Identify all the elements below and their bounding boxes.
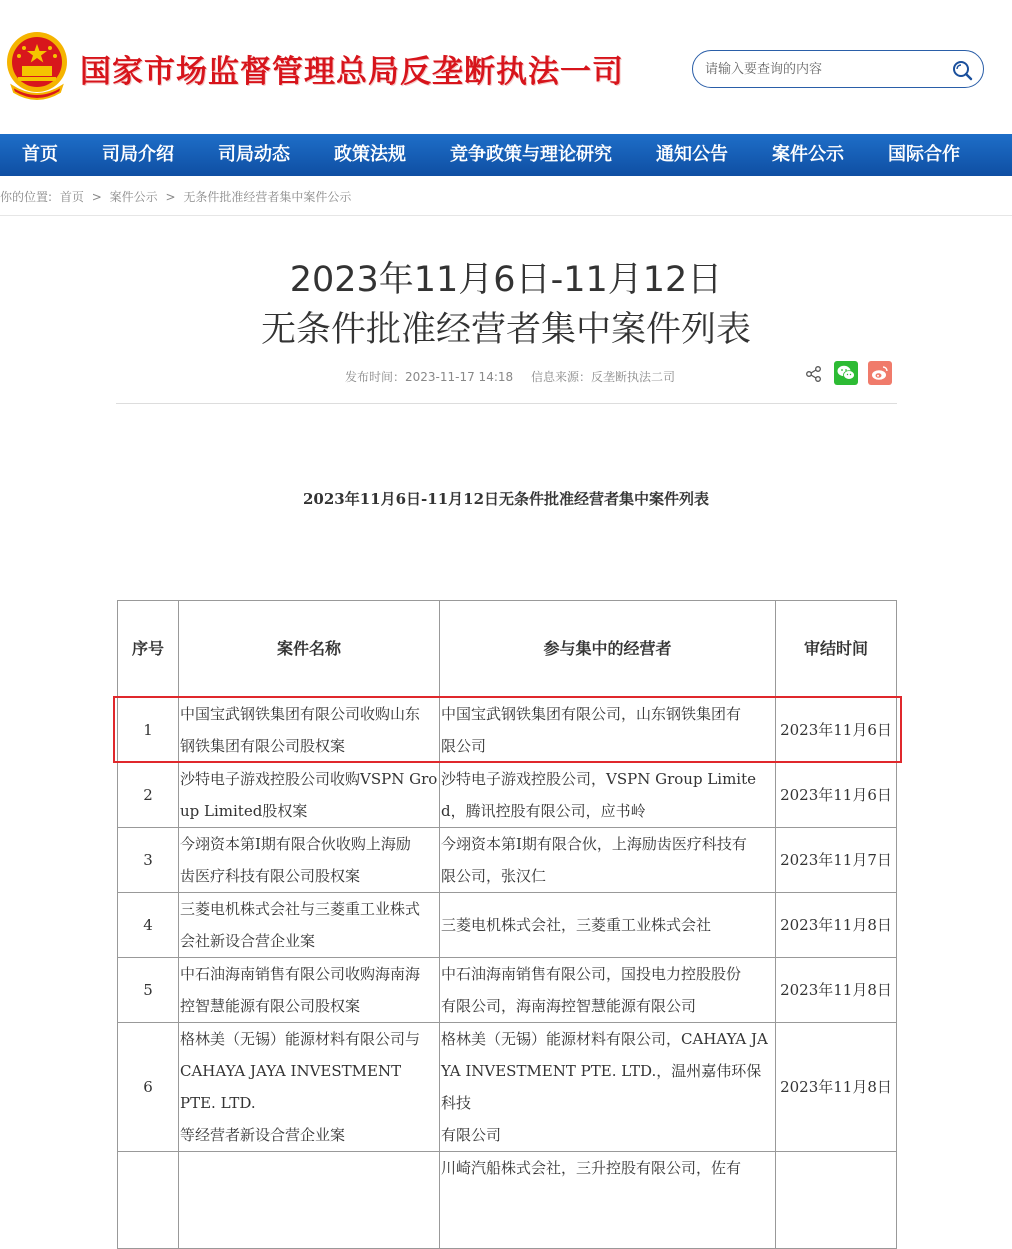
case-date: 2023年11月8日	[776, 893, 897, 958]
share-icon[interactable]	[805, 365, 823, 383]
case-date: 2023年11月8日	[776, 958, 897, 1023]
nav-item-home[interactable]: 首页	[22, 144, 58, 165]
col-header-date: 审结时间	[776, 601, 897, 698]
table-row	[118, 893, 897, 958]
table-row	[118, 1152, 897, 1249]
row-number	[118, 1152, 179, 1249]
breadcrumb-separator: >	[165, 190, 176, 204]
case-name: 中国宝武钢铁集团有限公司收购山东 钢铁集团有限公司股权案	[179, 698, 440, 763]
breadcrumb-prefix: 你的位置:	[0, 190, 53, 204]
table-header-row	[118, 601, 897, 698]
case-date: 2023年11月6日	[776, 698, 897, 763]
site-header	[0, 0, 1012, 134]
case-name: 格林美（无锡）能源材料有限公司与 CAHAYA JAYA INVESTMENT PTE. LTD. 等经营者新设合营企业案	[179, 1023, 440, 1152]
table-title: 2023年11月6日-11月12日无条件批准经营者集中案件列表	[302, 490, 710, 508]
article-title-line2: 无条件批准经营者集中案件列表	[260, 310, 751, 350]
site-title: 国家市场监督管理总局反垄断执法一司	[80, 54, 624, 90]
breadcrumb	[0, 188, 355, 205]
case-name: 沙特电子游戏控股公司收购VSPN Gro up Limited股权案	[179, 763, 440, 828]
case-date: 2023年11月7日	[776, 828, 897, 893]
case-date: 2023年11月6日	[776, 763, 897, 828]
table-row	[118, 1023, 897, 1152]
table-row	[118, 698, 897, 763]
col-header-case-name: 案件名称	[179, 601, 440, 698]
case-name: 中石油海南销售有限公司收购海南海 控智慧能源有限公司股权案	[179, 958, 440, 1023]
nav-item-international[interactable]: 国际合作	[888, 144, 960, 165]
table-row	[118, 828, 897, 893]
search-box	[692, 50, 984, 88]
main-nav	[0, 134, 1012, 176]
nav-item-cases[interactable]: 案件公示	[772, 144, 844, 165]
case-date	[776, 1152, 897, 1249]
case-parties: 中国宝武钢铁集团有限公司，山东钢铁集团有 限公司	[440, 698, 776, 763]
row-number: 4	[118, 893, 179, 958]
case-name: 今翊资本第I期有限合伙收购上海励 齿医疗科技有限公司股权案	[179, 828, 440, 893]
row-number: 5	[118, 958, 179, 1023]
case-parties: 格林美（无锡）能源材料有限公司，CAHAYA JA YA INVESTMENT PTE. LTD.，温州嘉伟环保科技 有限公司	[440, 1023, 776, 1152]
case-parties: 中石油海南销售有限公司，国投电力控股股份 有限公司，海南海控智慧能源有限公司	[440, 958, 776, 1023]
case-parties: 今翊资本第I期有限合伙，上海励齿医疗科技有 限公司，张汉仁	[440, 828, 776, 893]
table-row	[118, 958, 897, 1023]
row-number: 6	[118, 1023, 179, 1152]
nav-item-about[interactable]: 司局介绍	[102, 144, 174, 165]
case-parties: 沙特电子游戏控股公司，VSPN Group Limite d，腾讯控股有限公司，应书岭	[440, 763, 776, 828]
weibo-share-icon[interactable]	[868, 361, 892, 385]
breadcrumb-cases[interactable]: 案件公示	[109, 190, 158, 204]
row-number: 3	[118, 828, 179, 893]
case-parties: 川崎汽船株式会社，三升控股有限公司，佐有	[440, 1152, 776, 1249]
nav-item-research[interactable]: 竞争政策与理论研究	[450, 144, 612, 165]
search-input[interactable]	[705, 59, 945, 79]
nav-item-policy[interactable]: 政策法规	[334, 144, 406, 165]
national-emblem-icon	[4, 30, 70, 102]
cases-table	[117, 600, 897, 1249]
row-number: 2	[118, 763, 179, 828]
breadcrumb-current[interactable]: 无条件批准经营者集中案件公示	[183, 190, 352, 204]
nav-item-news[interactable]: 司局动态	[218, 144, 290, 165]
publish-time: 发布时间：2023-11-17 14:18	[345, 370, 514, 384]
divider	[0, 215, 1012, 216]
case-date: 2023年11月8日	[776, 1023, 897, 1152]
breadcrumb-separator: >	[91, 190, 102, 204]
case-name: 三菱电机株式会社与三菱重工业株式 会社新设合营企业案	[179, 893, 440, 958]
case-parties: 三菱电机株式会社，三菱重工业株式会社	[440, 893, 776, 958]
divider	[116, 403, 897, 404]
case-name	[179, 1152, 440, 1249]
article-title-line1: 2023年11月6日-11月12日	[289, 260, 723, 300]
row-number: 1	[118, 698, 179, 763]
col-header-parties: 参与集中的经营者	[440, 601, 776, 698]
table-row	[118, 763, 897, 828]
info-source: 信息来源：反垄断执法二司	[530, 370, 675, 384]
breadcrumb-home[interactable]: 首页	[59, 190, 84, 204]
col-header-no: 序号	[118, 601, 179, 698]
article-meta	[345, 368, 689, 385]
wechat-share-icon[interactable]	[834, 361, 858, 385]
search-icon[interactable]	[951, 59, 973, 81]
nav-item-notices[interactable]: 通知公告	[656, 144, 728, 165]
